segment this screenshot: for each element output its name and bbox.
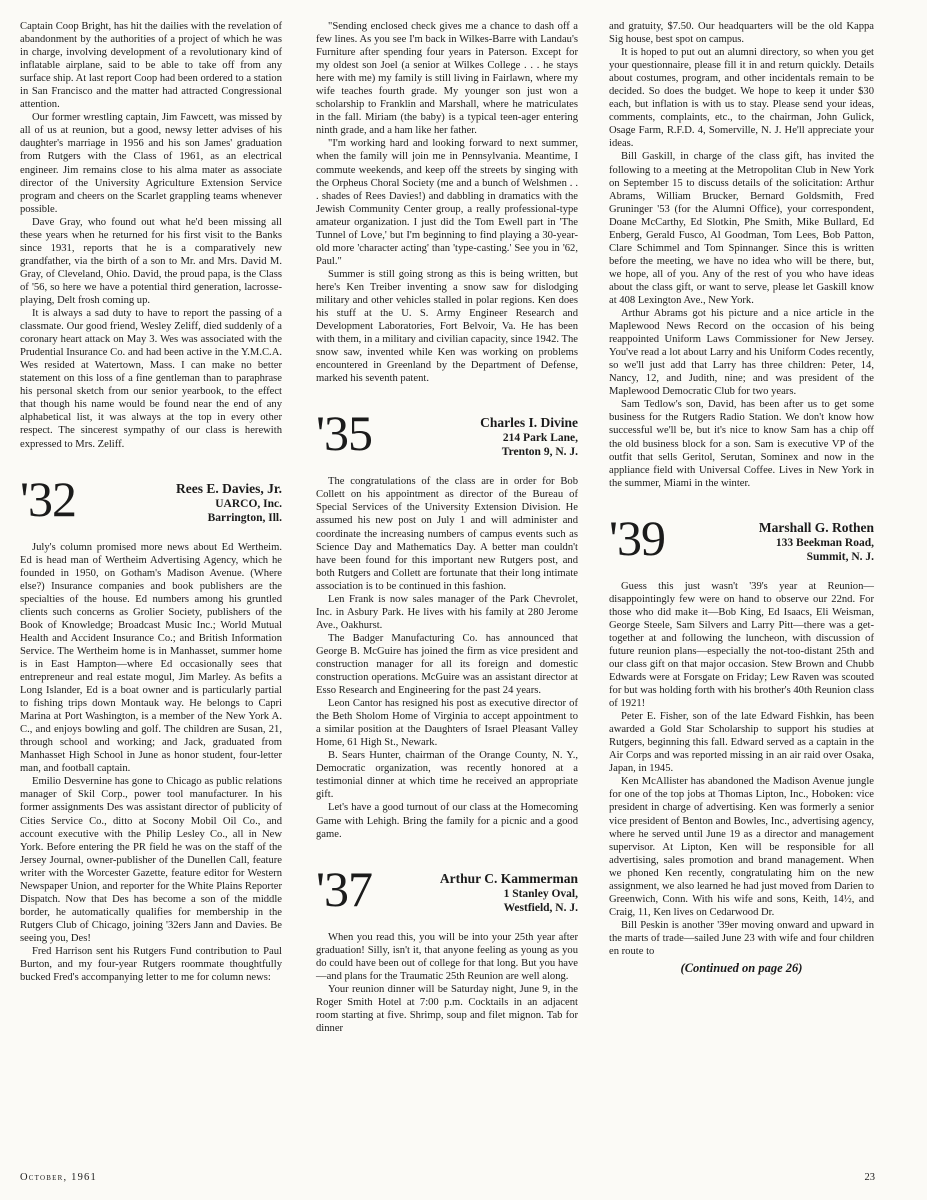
paragraph: Sam Tedlow's son, David, has been after us to get some business for the Rutgers Radio Station. We don't know how successful we'll be, but it's nice to know Sam has a chip off the old business block for a son. Sam is executive VP of the outfit that sells Geritol, Serutan, Sominex and now in the appliance field with Universal Coffee. Lives in New York in the summer, Miami in the winter. bbox=[609, 399, 874, 489]
continued-note: (Continued on page 26) bbox=[680, 961, 803, 976]
paragraph: Guess this just wasn't '39's year at Reunion—disappointingly few were on hand to observe our 22nd. For those who did make it—Bob King, Ed Isaacs, Eli Weisman, George Steele, Sam Silvers and Larry Pitt—there was a get-together at and following the luncheon, with discussion of future reunion plans—especially the not-too-distant 25th and our class gift on that major occasion. Stew Brown and Chubb Edwards were at Forsgate on Friday; Lew Raven was scouted for but was holding forth with his brother's 40th Reunion class of 1921! bbox=[609, 580, 874, 710]
class-year: '37 bbox=[316, 860, 373, 917]
correspondent-address-line: UARCO, Inc. bbox=[215, 497, 282, 510]
correspondent-address-line: Barrington, Ill. bbox=[207, 511, 282, 524]
paragraph: When you read this, you will be into your 25th year after graduation! Silly, isn't it, that anyone feeling as young as you do could have been out of college for that long. But you have—and plans for the Traumatic 25th Reunion are well along. bbox=[316, 931, 578, 982]
paragraph: and gratuity, $7.50. Our headquarters will be the old Kappa Sig house, best spot on campus. bbox=[609, 21, 874, 46]
issue-date: October, 1961 bbox=[20, 1172, 97, 1183]
class-header-32 bbox=[20, 470, 282, 527]
class-year: '35 bbox=[316, 405, 373, 462]
paragraph: Captain Coop Bright, has hit the dailies with the revelation of abandonment by the authorities of a project of which he was in charge, involving development of a revolutionary kind of inflatable airplane, said to be able to take off from any surface ship. At last report Coop had been ordered to a station in San Francisco and the matter had attracted Congressional attention. bbox=[20, 21, 282, 111]
class-header-35 bbox=[316, 405, 578, 462]
correspondent-info bbox=[386, 409, 578, 459]
correspondent-info bbox=[386, 865, 578, 915]
paragraph: Emilio Desvernine has gone to Chicago as public relations manager of Skil Corp., power tool manufacturer. In his former assignments Des was assistant director of publicity of Cities Service Co., ditto at Socony Mobil Oil Co., and account executive with the Philip Lesley Co., all in New York. Before entering the PR field he was on the staff of the Jersey Journal, owner-publisher of the Dunellen Call, feature writer with the Worcester Gazette, feature editor for Western Newspaper Union, and reporter for the White Plains Reporter Dispatch. Now that Des has become a son of the middle border, he automatically qualifies for membership in the Rutgers Club of Chicago, joining '32ers Jann and Davies. Be seeing you, Des! bbox=[20, 776, 282, 944]
correspondent-address-line: Westfield, N. J. bbox=[503, 901, 578, 914]
paragraph: July's column promised more news about Ed Wertheim. Ed is head man of Wertheim Advertising Agency, which he founded in 1950, on Gotham's Madison Avenue. (Where else?) Insurance companies and book publishers are the specialties of the house. Ed numbers among his gruntled clients such concerns as Grolier Society, publishers of the Book of Knowledge; Broadcast Music Inc.; World Mutual Health and Accident Insurance Co.; and British Information Service. The Wertheim home is in Manhasset, summer home is in East Hampton—where Ed occasionally sees that entrepreneur and real estate mogul, Jim Marley. As befits a Long Islander, Ed is a boat owner and is particularly partial to fishing trips down Montauk way. He belongs to Capri Marina at Port Washington, is a member of the New York A. C., and enjoys bowling and golf. The children are Susan, 21, through school and working; and Jack, graduated from Manhasset High School in June as honor student, four-letter man, and football captain. bbox=[20, 541, 282, 775]
correspondent-name: Charles I. Divine bbox=[480, 415, 578, 431]
paragraph: "I'm working hard and looking forward to next summer, when the family will join me in Pennsylvania. Meantime, I commute weekends, and keep off the streets by singing with the Orpheus Choral Society (me and a bunch of Welshmen . . . shades of Rees Davies!) and dabbling in dramatics with the Jewish Community Center group, a really professional-type amateur organization. I just did the Tom Ewell part in 'The Tunnel of Love,' but I'm beginning to find playing a 30-year-old more 'character acting' than 'type-casting.' See you in '62, Paul." bbox=[316, 138, 578, 267]
correspondent-info bbox=[90, 475, 282, 525]
column-1 bbox=[20, 20, 282, 984]
paragraph: Our former wrestling captain, Jim Fawcett, was missed by all of us at reunion, but a good, newsy letter advises of his daughter's marriage in 1956 and his son James' graduation from Rutgers with the Class of 1961, as an electrical engineer. Jim remains close to his alma mater as associate director of the University Agriculture Extension Service program and cheers on the Scarlet grappling teams whenever possible. bbox=[20, 112, 282, 215]
paragraph: The congratulations of the class are in order for Bob Collett on his appointment as director of the Bureau of Special Services of the University Extension Division. He assumed his new post on July 1 and will administer and coordinate the increasing numbers of campus events such as Science Day and Mathematics Day. A better man couldn't have been found for this important new Rutgers post, and both Rutgers and Collett are fortunate that their long intimate association is to be continued in this fashion. bbox=[316, 476, 578, 592]
correspondent-name: Rees E. Davies, Jr. bbox=[176, 480, 282, 496]
paragraph: Ken McAllister has abandoned the Madison Avenue jungle for one of the top jobs at Thomas Lipton, Inc., Hoboken: vice president in charge of advertising. Ken was formerly a senior vice president of Benton and Bowles, Inc., advertising agency, where he served until June 19 as a director and management supervisor. At Lipton, Ken will be responsible for all advertising, sales promotion and brand management. When we phoned Ken recently, congratulating him on the new assignment, we also learned he had just moved from Darien to Greenwich, Conn. With his wife and sons, Keith, 14½, and Craig, 11, Ken lives on Cedarwood Dr. bbox=[609, 776, 874, 918]
page-number: 23 bbox=[864, 1172, 875, 1183]
correspondent-address-line: 214 Park Lane, bbox=[502, 432, 578, 445]
paragraph: Len Frank is now sales manager of the Park Chevrolet, Inc. in Asbury Park. He lives with his family at 280 Jerome Ave., Oakhurst. bbox=[316, 593, 578, 631]
column-3 bbox=[609, 20, 874, 975]
class-header-39 bbox=[609, 509, 874, 566]
paragraph: Dave Gray, who found out what he'd been missing all these years when he returned for his first visit to the Banks since 1931, reports that he is a comparatively new grandfather, via the birth of a son to Mr. and Mrs. David M. Gray, of Cleveland, Ohio. David, the proud papa, is the Class of '56, so here we have a potential third generation, lacrosse-playing, Delt frosh coming up. bbox=[20, 216, 282, 306]
paragraph: Fred Harrison sent his Rutgers Fund contribution to Paul Burton, and my four-year Rutgers roommate thoughtfully bucked Fred's accompanying letter to me for column news: bbox=[20, 946, 282, 984]
paragraph: Peter E. Fisher, son of the late Edward Fishkin, has been awarded a Gold Star Scholarship to support his studies at Rutgers, beginning this fall. Edward served as a captain in the Air Corps and was reported missing in an air raid over Osaka, Japan, in 1945. bbox=[609, 711, 874, 775]
correspondent-address-line: Trenton 9, N. J. bbox=[501, 446, 578, 459]
paragraph: It is hoped to put out an alumni directory, so when you get your questionnaire, please fill it in and return quickly. Details about costumes, program, and other incidentals remain to be decided. So does the budget. We hope to keep it under $30 each, but inflation is with us to stay. Please send your ideas, comments, complaints, etc., to the chairman, John Gulick, Osage Farm, R.F.D. 4, Somerville, N. J. He'll appreciate your ideas. bbox=[609, 47, 874, 150]
paragraph: Arthur Abrams got his picture and a nice article in the Maplewood News Record on the occasion of his being reappointed Uniform Laws Commissioner for New Jersey. You've read a lot about Larry and his Uniform Codes recently, so we'll just add that Larry has three children: Peter, 14, Nancy, 12, and Judith, nine; and was president of the Maplewood Democratic Club for two years. bbox=[609, 308, 874, 398]
class-year: '39 bbox=[609, 509, 666, 566]
paragraph: B. Sears Hunter, chairman of the Orange County, N. Y., Democratic organization, was recently honored at a testimonial dinner at which time he received an appropriate gift. bbox=[316, 750, 578, 801]
correspondent-name: Marshall G. Rothen bbox=[758, 519, 874, 535]
paragraph: Let's have a good turnout of our class at the Homecoming Game with Lehigh. Bring the family for a picnic and a good game. bbox=[316, 802, 578, 840]
class-year: '32 bbox=[20, 470, 77, 527]
paragraph: Bill Peskin is another '39er moving onward and upward in the marts of trade—sailed June 23 with wife and four children en route to bbox=[609, 919, 874, 957]
paragraph: Bill Gaskill, in charge of the class gift, has invited the following to a meeting at the Metropolitan Club in New York on September 15 to discuss details of the solicitation: Arthur Abrams, William Brucker, Bernard Goldsmith, Fred Gruninger '53 (for the Alumni Office), your correspondent, Doane McCarthy, Ed Slotkin, Phe Smith, Mike Bullard, Ed Enberg, Gerald Fusco, Al Goodman, Tom Lees, Bob Patton, Clare Schimmel and Tom Spinnanger. Since this is written before the meeting, we have no idea who will be there, but, we hope, all of you. Any of the rest of you who have ideas about the class gift, or want to serve, please let Gaskill know at 408 Lexington Ave., New York. bbox=[609, 151, 874, 306]
class-header-37 bbox=[316, 860, 578, 917]
correspondent-address-line: 1 Stanley Oval, bbox=[503, 887, 578, 900]
paragraph: Summer is still going strong as this is being written, but here's Ken Treiber inventing a snow saw for dislodging military and other vehicles stalled in polar regions. Ken does his stuff at the U. S. Army Engineer Research and Development Laboratories, Fort Belvoir, Va. He has been with them, in a military and civilian capacity, since 1942. The snow saw, invented while Ken was working on problems encountered in Greenland by the Department of Defense, marked his seventh patent. bbox=[316, 268, 578, 385]
correspondent-address-line: 133 Beekman Road, bbox=[775, 536, 874, 549]
correspondent-info bbox=[679, 514, 874, 564]
correspondent-address-line: Summit, N. J. bbox=[806, 550, 874, 563]
paragraph: The Badger Manufacturing Co. has announced that George B. McGuire has joined the firm as vice president and construction manager for all its foreign and domestic construction operations. McGuire was an assistant director at Esso Research and Engineering for the past 24 years. bbox=[316, 632, 578, 697]
paragraph: Leon Cantor has resigned his post as executive director of the Beth Sholom Home of Virginia to accept appointment to a similar position at the Daughters of Israel Pleasant Valley Home, 61 High St., Newark. bbox=[316, 698, 578, 749]
paragraph: "Sending enclosed check gives me a chance to dash off a few lines. As you see I'm back in Wilkes-Barre with Landau's Furniture after spending four years in Paterson. Except for my oldest son Joel (a senior at Wilkes College . . . he stays here with me) my family is still living in Fairlawn, where my wife teaches fourth grade. My younger son just won a scholarship to Franklin and Marshall, where he matriculates in the fall. Miriam (the baby) is a typical teen-ager entering ninth grade, and a ham like her father. bbox=[316, 21, 578, 137]
paragraph: It is always a sad duty to have to report the passing of a classmate. Our good friend, Wesley Zeliff, died suddenly of a coronary heart attack on May 3. Wes was associated with the Prudential Insurance Co. and had been active in the Y.M.C.A. Wes resided at Watertown, Mass. I can make no better statement on this loss of a fine gentleman than to paraphrase his personal sketch from our senior yearbook, to the effect that though his name would be found near the end of any alphabetical list, it was always at the top in every other respect. The sincerest sympathy of our class is herewith expressed to Mrs. Zeliff. bbox=[20, 308, 282, 450]
paragraph: Your reunion dinner will be Saturday night, June 9, in the Roger Smith Hotel at 7:00 p.m. Cocktails in an adjacent room starting at five. Shrimp, soup and filet mignon. Tab for dinner bbox=[316, 983, 578, 1034]
column-2 bbox=[316, 20, 578, 1035]
correspondent-name: Arthur C. Kammerman bbox=[439, 870, 578, 886]
